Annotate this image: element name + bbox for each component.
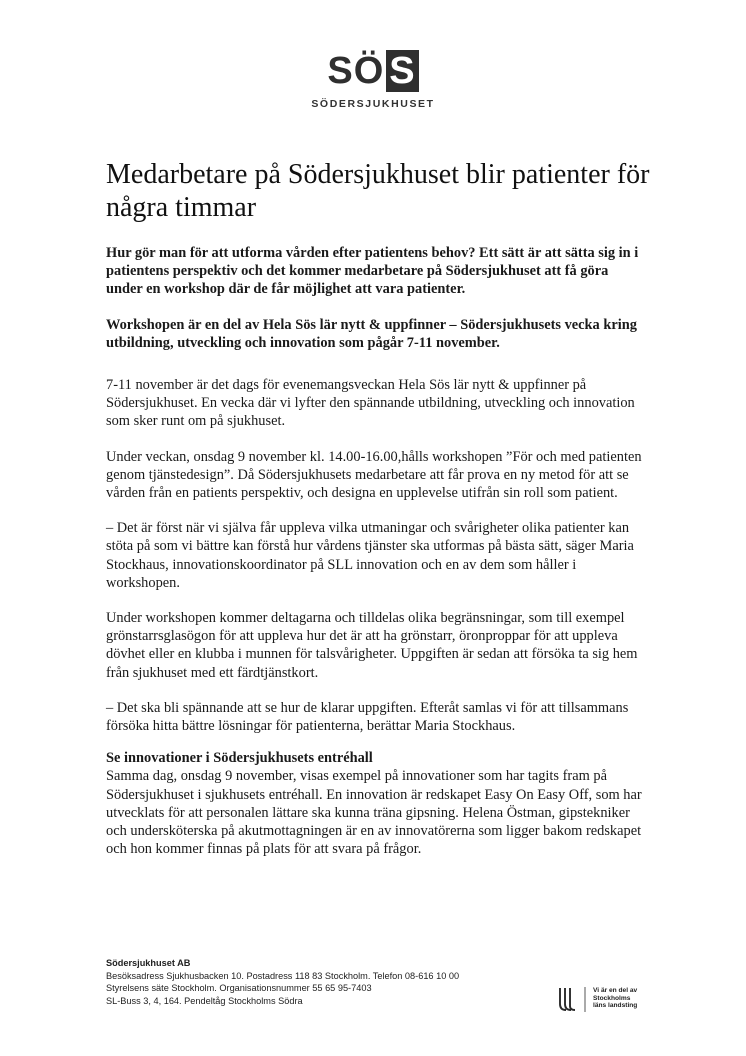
sos-logo (0, 50, 746, 110)
lead-paragraph-1: Hur gör man för att utforma vården efter patientens behov? Ett sätt är att sätta sig in i patientens perspektiv och det kommer medarbetare på Södersjukhuset att få göra under en workshop där de får möjlighet att vara patienter. (106, 245, 639, 298)
sos-logo-mark (327, 50, 418, 92)
logo-mark-right: S (386, 50, 418, 92)
body-paragraph-3: – Det är först när vi själva får uppleva vilka utmaningar och svårigheter olika patienter kan stöta på som vi bättre kan förstå hur vårdens tjänster ska utformas på bästa sätt, säger Maria Stockhaus, innovationskoordinator på SLL innovation och en av dem som håller i workshopen. (106, 520, 634, 591)
footer-line-registration: Styrelsens säte Stockholm. Organisationsnummer 55 65 95-7403 (106, 983, 372, 994)
footer-company: Södersjukhuset AB (106, 958, 191, 968)
sll-line-3: läns landsting (593, 1002, 638, 1010)
section-paragraph: Samma dag, onsdag 9 november, visas exempel på innovationer som har tagits fram på Södersjukhuset i sjukhusets entréhall. En innovation är redskapet Easy On Easy Off, som har utvecklats för att personalen lättare ska kunna träna gipsning. Helena Östman, gipstekniker och undersköterska på akutmottagningen är en av innovatörerna som ligger bakom redskapet och hon kommer finnas på plats för att svara på frågor. (106, 768, 642, 858)
sll-logo-icon (557, 986, 589, 1014)
body-paragraph-5: – Det ska bli spännande att se hur de klarar uppgiften. Efteråt samlas vi för att tillsammans försöka hitta bättre lösningar för patienterna, berättar Maria Stockhaus. (106, 699, 629, 735)
lead-paragraph-2: Workshopen är en del av Hela Sös lär nytt & uppfinner – Södersjukhusets vecka kring utbildning, utveckling och innovation som pågår 7-11 november. (106, 316, 637, 351)
article-body (106, 244, 646, 875)
logo-subtitle: SÖDERSJUKHUSET (311, 98, 435, 110)
footer (106, 957, 526, 1007)
body-paragraph-2: Under veckan, onsdag 9 november kl. 14.00-16.00,hålls workshopen ”För och med patienten genom tjänstedesign”. Då Södersjukhusets medarbetare att får prova en ny metod för att se vården från en patients perspektiv, och designa en upplevelse utifrån sin roll som patient. (106, 448, 642, 502)
section-heading: Se innovationer i Södersjukhusets entréhall (106, 750, 373, 767)
sll-logo (557, 986, 667, 1014)
footer-line-address: Besöksadress Sjukhusbacken 10. Postadress 118 83 Stockholm. Telefon 08-616 10 00 (106, 970, 460, 981)
footer-line-transport: SL-Buss 3, 4, 164. Pendeltåg Stockholms Södra (106, 995, 303, 1006)
sll-line-1: Vi är en del av (593, 987, 638, 994)
logo-mark-left: SÖ (327, 50, 385, 92)
body-paragraph-1: 7-11 november är det dags för evenemangsveckan Hela Sös lär nytt & uppfinner på Södersjukhuset. En vecka där vi lyfter den spännande utbildning, utveckling och innovation som sker runt om på sjukhuset. (106, 377, 635, 430)
sll-line-2: Stockholms (593, 994, 631, 1002)
page-title: Medarbetare på Södersjukhuset blir patienter för några timmar (106, 159, 650, 223)
body-paragraph-4: Under workshopen kommer deltagarna och tilldelas olika begränsningar, som till exempel grönstarrsglasögon för att uppleva hur det är att ha grönstarr, öronproppar för att uppleva dövhet eller en klubba i munnen för talsvårigheter. Uppgiften är sedan att försöka ta sig hem från sjukhuset med ett färdtjänstkort. (106, 610, 638, 681)
sll-logo-text (593, 987, 637, 1010)
